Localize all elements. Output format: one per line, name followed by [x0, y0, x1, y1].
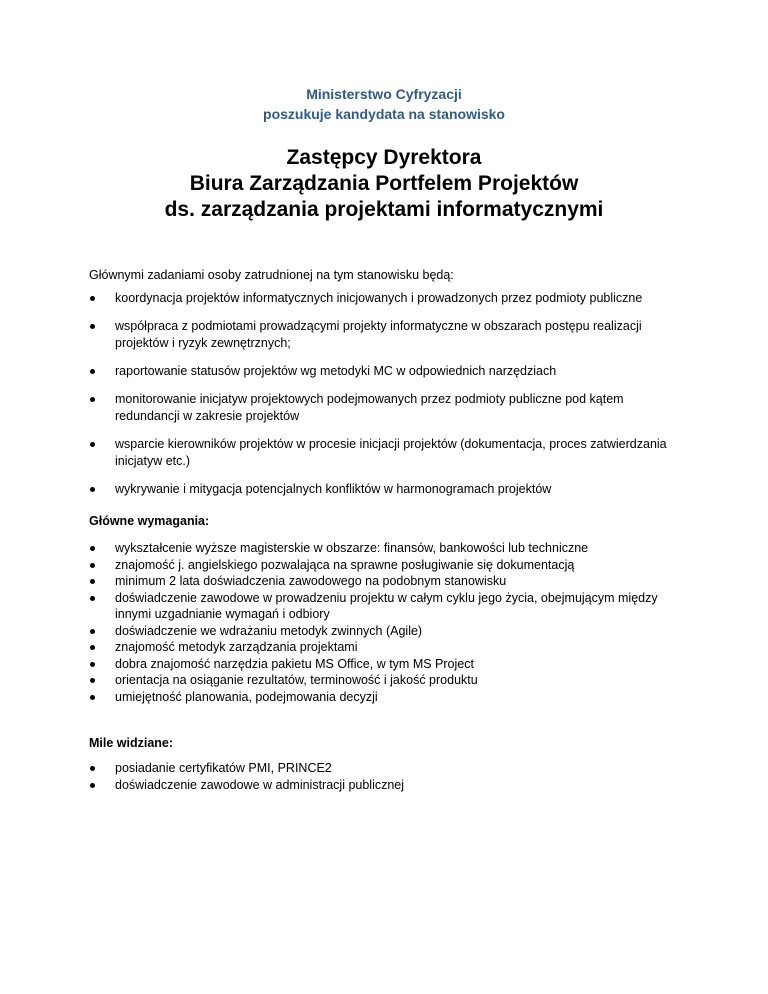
list-item	[89, 760, 689, 777]
list-item-text: monitorowanie inicjatyw projektowych podejmowanych przez podmioty publiczne pod kątem redundancji w zakresie projektów	[115, 392, 624, 423]
list-item	[89, 689, 689, 706]
list-item	[89, 573, 689, 590]
list-item	[89, 672, 689, 689]
bullet-icon	[90, 645, 95, 650]
requirements-list	[89, 540, 689, 705]
position-title-line-3: ds. zarządzania projektami informatycznymi	[164, 198, 604, 221]
list-item-text: doświadczenie zawodowe w prowadzeniu projektu w całym cyklu jego życia, obejmującym między innymi uzgadnianie wymagań i odbiory	[115, 590, 658, 621]
list-item	[89, 436, 689, 470]
list-item	[89, 777, 689, 794]
list-item-text: znajomość j. angielskiego pozwalająca na sprawne posługiwanie się dokumentacją	[115, 557, 575, 572]
nice-to-have-heading: Mile widziane:	[89, 736, 174, 750]
list-item-text: minimum 2 lata doświadczenia zawodowego na podobnym stanowisku	[115, 574, 507, 588]
list-item	[89, 590, 689, 623]
bullet-icon	[90, 442, 95, 447]
list-item	[89, 363, 689, 380]
list-item	[89, 481, 689, 498]
list-item-text: wsparcie kierowników projektów w procesie inicjacji projektów (dokumentacja, proces zatwierdzania inicjatyw etc.)	[115, 437, 667, 468]
bullet-icon	[90, 296, 95, 301]
bullet-icon	[90, 369, 95, 374]
bullet-icon	[90, 783, 95, 788]
list-item	[89, 623, 689, 640]
bullet-icon	[90, 629, 95, 634]
list-item-text: umiejętność planowania, podejmowania decyzji	[115, 689, 378, 704]
bullet-icon	[90, 397, 95, 402]
bullet-icon	[90, 596, 95, 601]
ministry-subheading: poszukuje kandydata na stanowisko	[263, 106, 505, 122]
list-item-text: dobra znajomość narzędzia pakietu MS Office, w tym MS Project	[115, 656, 474, 671]
list-item	[89, 639, 689, 656]
list-item-text: znajomość metodyk zarządzania projektami	[115, 640, 358, 654]
bullet-icon	[90, 487, 95, 492]
bullet-icon	[90, 546, 95, 551]
list-item	[89, 391, 689, 425]
bullet-icon	[90, 579, 95, 584]
list-item	[89, 540, 689, 557]
list-item	[89, 318, 689, 352]
position-title-line-2: Biura Zarządzania Portfelem Projektów	[189, 172, 579, 195]
list-item-text: koordynacja projektów informatycznych inicjowanych i prowadzonych przez podmioty publiczne	[115, 291, 643, 305]
list-item-text: wykrywanie i mitygacja potencjalnych konfliktów w harmonogramach projektów	[115, 482, 552, 496]
list-item	[89, 557, 689, 574]
ministry-name: Ministerstwo Cyfryzacji	[306, 86, 462, 102]
list-item-text: posiadanie certyfikatów PMI, PRINCE2	[115, 761, 332, 775]
list-item-text: współpraca z podmiotami prowadzącymi projekty informatyczne w obszarach postępu realizacji projektów i ryzyk zewnętrznych;	[115, 319, 642, 350]
bullet-icon	[90, 324, 95, 329]
requirements-heading: Główne wymagania:	[89, 514, 210, 528]
list-item-text: raportowanie statusów projektów wg metodyki MC w odpowiednich narzędziach	[115, 364, 557, 378]
bullet-icon	[90, 695, 95, 700]
nice-to-have-list	[89, 760, 689, 793]
position-title-line-1: Zastępcy Dyrektora	[286, 146, 482, 169]
tasks-list	[89, 290, 689, 509]
bullet-icon	[90, 662, 95, 667]
tasks-intro: Głównymi zadaniami osoby zatrudnionej na tym stanowisku będą:	[89, 268, 454, 282]
bullet-icon	[90, 766, 95, 771]
list-item-text: doświadczenie we wdrażaniu metodyk zwinnych (Agile)	[115, 623, 423, 638]
list-item	[89, 656, 689, 673]
list-item-text: wykształcenie wyższe magisterskie w obszarze: finansów, bankowości lub techniczne	[115, 541, 589, 555]
list-item-text: orientacja na osiąganie rezultatów, terminowość i jakość produktu	[115, 673, 478, 687]
list-item	[89, 290, 689, 307]
bullet-icon	[90, 678, 95, 683]
list-item-text: doświadczenie zawodowe w administracji publicznej	[115, 777, 405, 792]
bullet-icon	[90, 563, 95, 568]
